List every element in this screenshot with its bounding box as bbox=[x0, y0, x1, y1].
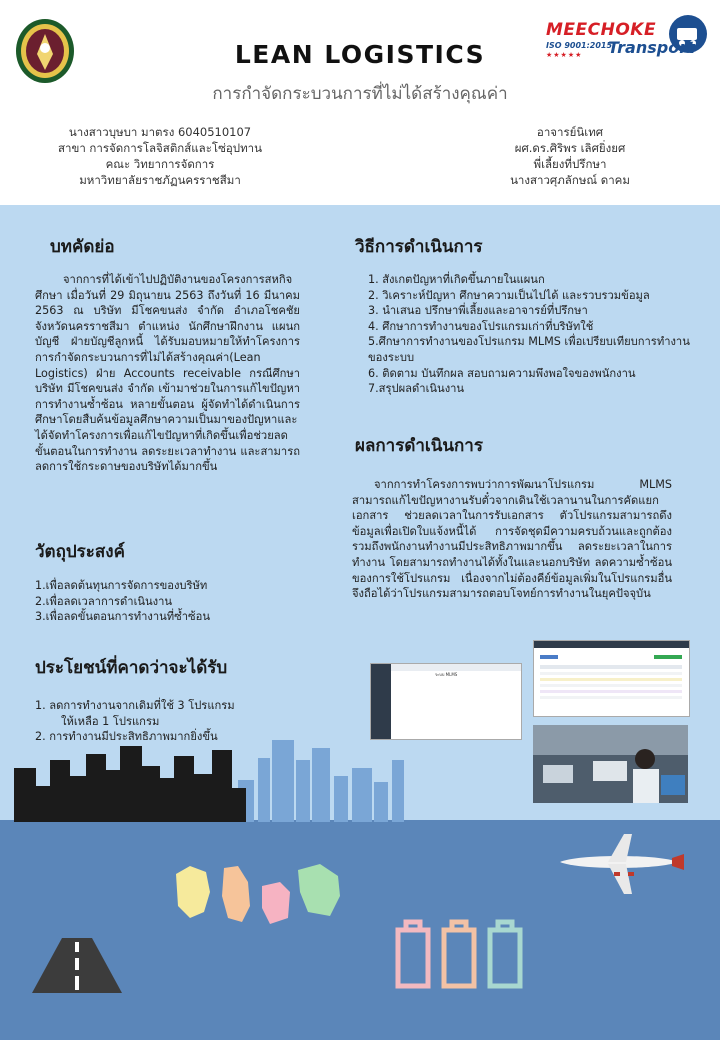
airplane-illustration bbox=[548, 832, 688, 896]
program-login-screenshot bbox=[370, 663, 522, 740]
advisor-info bbox=[470, 124, 670, 188]
author-line: มหาวิทยาลัยราชภัฏนครราชสีมา bbox=[79, 173, 241, 187]
map-shapes-illustration bbox=[170, 862, 350, 932]
app-topbar bbox=[391, 664, 521, 671]
abstract-heading: บทคัดย่อ bbox=[50, 237, 115, 257]
app-topbar bbox=[534, 641, 689, 648]
list-item: 2. วิเคราะห์ปัญหา ศึกษาความเป็นไปได้ และรวบรวมข้อมูล bbox=[368, 288, 650, 302]
objectives-heading: วัตถุประสงค์ bbox=[35, 542, 125, 562]
advisor-line: อาจารย์นิเทศ bbox=[536, 125, 604, 139]
list-item: 2. การทำงานมีประสิทธิภาพมากยิ่งขึ้น bbox=[35, 730, 218, 744]
methods-heading: วิธีการดำเนินการ bbox=[355, 237, 483, 257]
luggage-illustration bbox=[388, 912, 538, 992]
city-skyline-illustration bbox=[0, 730, 720, 822]
abstract-text: จากการที่ได้เข้าไปปฏิบัติงานของโครงการสหกิจศึกษา เมื่อวันที่ 29 มิถุนายน 2563 ถึงวันที่ 16 มีนาคม 2563 ณ บริษัท มีโชคขนส่ง จำกัด อำเภอโชคชัย จังหวัดนครราชสีมา ตำแหน่ง นักศึกษาฝึกงาน แผนกบัญชี ฝ่ายบัญชีลูกหนี้ ได้รับมอบหมายให้ทำโครงการ การกำจัดกระบวนการที่ไม่ได้สร้างคุณค่า(Lean Logistics) ฝ่าย Accounts receivable กรณีศึกษา บริษัท มีโชคขนส่ง จำกัด เข้ามาช่วยในการแก้ไขปัญหาการทำงานซ้ำซ้อน หลายขั้นตอน ผู้จัดทำได้ดำเนินการศึกษาโดยสืบค้นข้อมูลศึกษาความเป็นมาของปัญหาและได้จัดทำโครงการเพื่อแก้ไขปัญหาที่เกิดขึ้นเพื่อช่วยลดขั้นตอนในการทำงาน ลดระยะเวลาทำงาน และสามารถลดการใช้กระดาษของบริษัทได้มากขึ้น bbox=[35, 273, 300, 474]
app-sidebar bbox=[371, 664, 391, 739]
author-line: นางสาวบุษบา มาตรง 6040510107 bbox=[68, 125, 252, 139]
list-item: 1.เพื่อลดต้นทุนการจัดการของบริษัท bbox=[35, 579, 208, 592]
meechoke-transport-logo: MEECHOKE ISO 9001:2015 Transport ★★★★★ bbox=[540, 10, 712, 66]
methods-list bbox=[368, 272, 703, 397]
login-caption: ระบบ MLMS bbox=[435, 672, 458, 677]
page-title: LEAN LOGISTICS bbox=[234, 40, 486, 69]
list-item: 5.ศึกษาการทำงานของโปรแกรม MLMS เพื่อเปรียบเทียบการทำงานของระบบ bbox=[368, 335, 690, 364]
advisor-line: นางสาวศุภลักษณ์ ดาคม bbox=[510, 173, 630, 187]
results-heading: ผลการดำเนินการ bbox=[355, 436, 483, 456]
page-subtitle: การกำจัดกระบวนการที่ไม่ได้สร้างคุณค่า bbox=[212, 84, 508, 104]
list-item: 1. ลดการทำงานจากเดิมที่ใช้ 3 โปรแกรม bbox=[35, 699, 235, 712]
objectives-list bbox=[35, 578, 300, 625]
list-item: 3. นำเสนอ ปรึกษาพี่เลี้ยงและอาจารย์ที่ปรึกษา bbox=[368, 304, 588, 318]
road-illustration bbox=[32, 938, 122, 993]
list-item: 2.เพื่อลดเวลาการดำเนินงาน bbox=[35, 594, 173, 608]
author-line: สาขา การจัดการโลจิสติกส์และโซ่อุปทาน bbox=[57, 141, 262, 155]
list-item: ให้เหลือ 1 โปรแกรม bbox=[61, 714, 160, 728]
author-line: คณะ วิทยาการจัดการ bbox=[105, 157, 215, 171]
list-item: 7.สรุปผลดำเนินงาน bbox=[368, 382, 465, 396]
advisor-line: ผศ.ดร.ศิริพร เลิศยิ่งยศ bbox=[514, 141, 626, 155]
list-item: 1. สังเกตปัญหาที่เกิดขึ้นภายในแผนก bbox=[368, 273, 545, 286]
list-item: 4. ศึกษาการทำงานของโปรแกรมเก่าที่บริษัทใช้ bbox=[368, 319, 594, 333]
advisor-line: พี่เลี้ยงที่ปรึกษา bbox=[533, 157, 607, 171]
results-text: จากการทำโครงการพบว่าการพัฒนาโปรแกรม MLMS สามารถแก้ไขปัญหางานรับตั๋วจากเดินใช้เวลานานในการคัดแยกเอกสาร ช่วยลดเวลาในการรับเอกสาร ตัวโปรแกรมสามารถดึงข้อมูลเพื่อเปิดใบแจ้งหนี้ได้ การจัดชุดมีความครบถ้วนและถูกต้อง รวมถึงพนักงานทำงานมีประสิทธิภาพมากขึ้น ลดระยะเวลาในการทำงาน โดยสามารถทำงานได้ทั้งในและนอกบริษัท ลดความซ้ำซ้อนของการใช้โปรแกรม เนื่องจากไม่ต้องคีย์ข้อมูลเพิ่มในโปรแกรมอื่น จึงถือได้ว่าโปรแกรมสามารถตอบโจทย์การทำงานในยุคปัจจุบัน bbox=[352, 478, 672, 601]
list-item: 6. ติดตาม บันทึกผล สอบถามความพึงพอใจของพนักงาน bbox=[368, 366, 636, 380]
program-table-screenshot bbox=[533, 640, 690, 717]
author-info bbox=[20, 124, 300, 188]
list-item: 3.เพื่อลดขั้นตอนการทำงานที่ซ้ำซ้อน bbox=[35, 610, 210, 624]
benefits-heading: ประโยชน์ที่คาดว่าจะได้รับ bbox=[35, 658, 228, 678]
